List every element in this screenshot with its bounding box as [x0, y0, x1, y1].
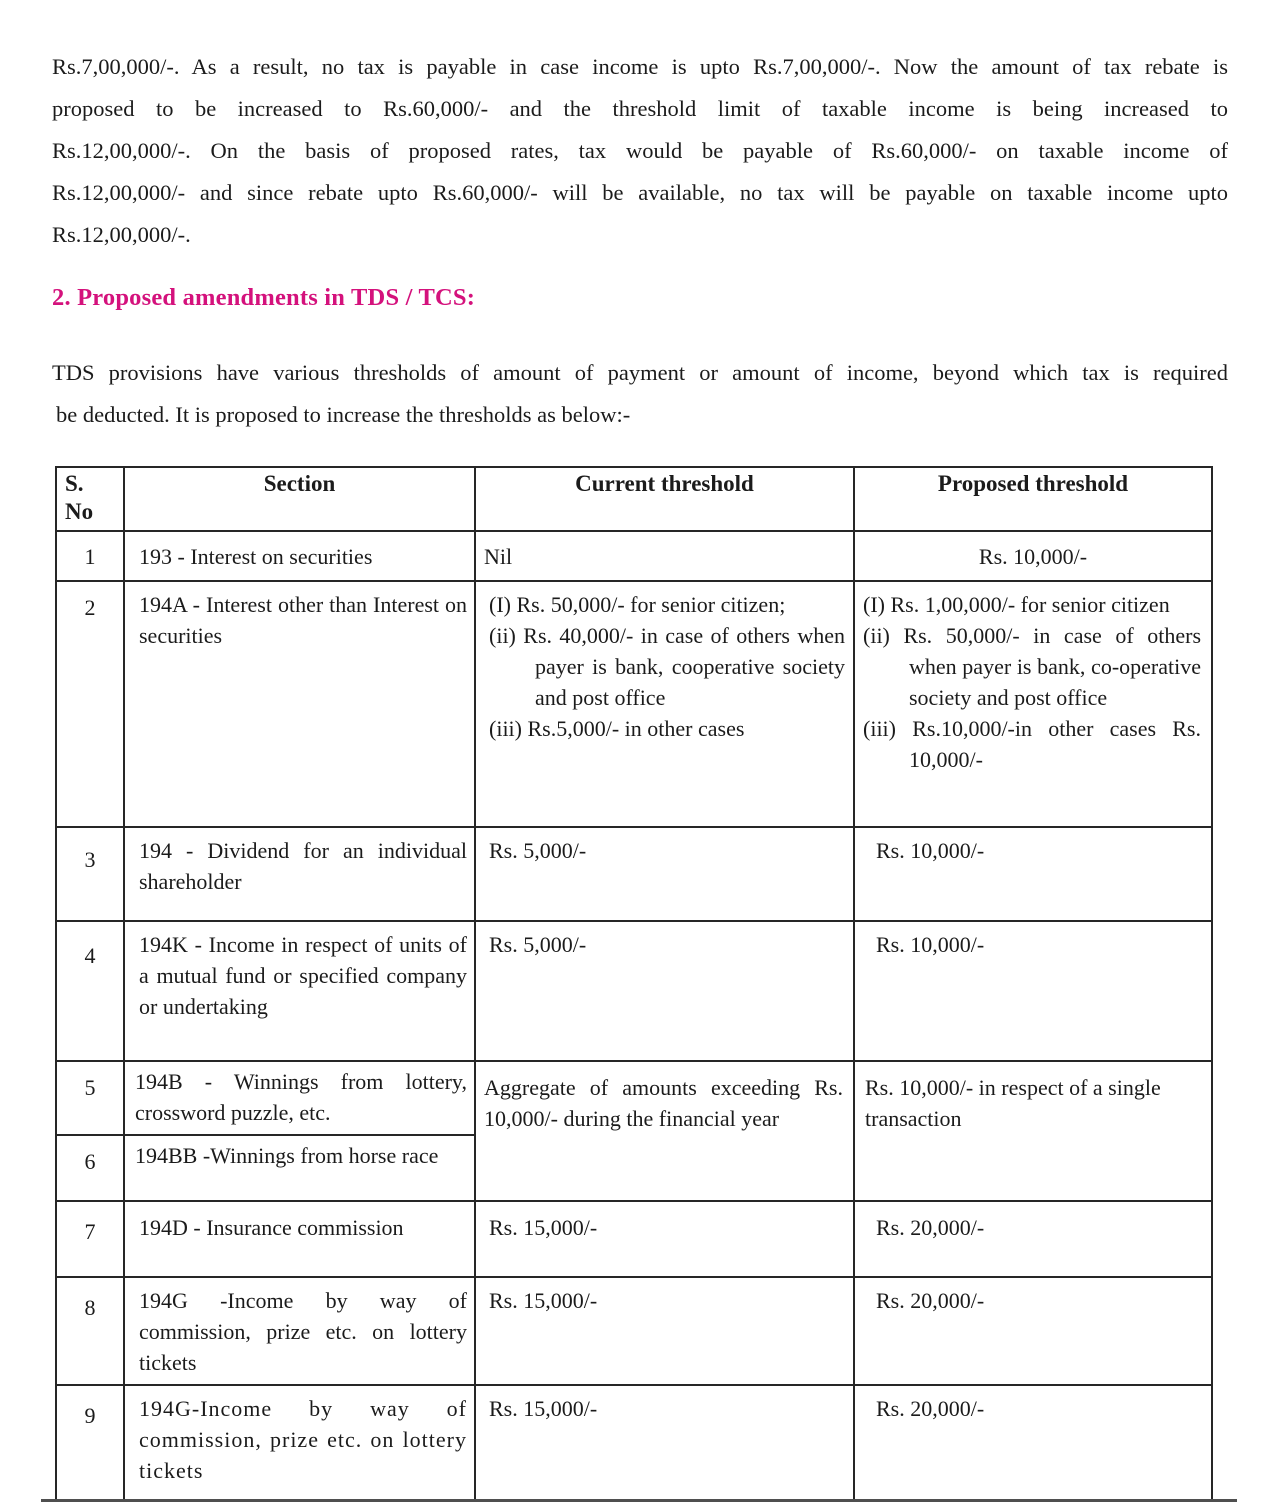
intro-paragraph — [52, 46, 1228, 256]
paragraph-line: Rs.12,00,000/-. — [52, 222, 191, 247]
proposed-threshold-cell-merged: Rs. 10,000/- in respect of a single transaction — [854, 1061, 1212, 1201]
paragraph-line: Rs.12,00,000/- and since rebate upto Rs.60,000/- will be available, no tax will be payable on taxable income upto — [52, 180, 1228, 205]
threshold-list-item: (I) Rs. 1,00,000/- for senior citizen — [863, 592, 1170, 617]
paragraph-line: Rs.7,00,000/-. As a result, no tax is payable in case income is upto Rs.7,00,000/-. Now the amount of tax rebate is — [52, 54, 1228, 79]
header-section: Section — [124, 467, 475, 531]
current-threshold-cell: Rs. 15,000/- — [475, 1277, 854, 1385]
section-cell: 194A - Interest other than Interest on securities — [124, 581, 475, 827]
table-row — [56, 827, 1212, 921]
header-sno — [56, 467, 124, 531]
section-cell: 194G-Income by way of commission, prize etc. on lottery tickets — [124, 1385, 475, 1501]
paragraph-line: be deducted. It is proposed to increase the thresholds as below:- — [56, 402, 631, 427]
paragraph-line: TDS provisions have various thresholds of amount of payment or amount of income, beyond which tax is required — [52, 360, 1228, 385]
tds-paragraph — [52, 352, 1228, 436]
sno-cell: 3 — [56, 827, 124, 921]
current-threshold-cell: Rs. 5,000/- — [475, 827, 854, 921]
threshold-list-item: (iii) Rs.5,000/- in other cases — [489, 716, 745, 741]
threshold-list-item: (ii) Rs. 40,000/- in case of others when payer is bank, cooperative society and post office — [489, 623, 845, 710]
sno-cell: 4 — [56, 921, 124, 1061]
table-row — [56, 1061, 1212, 1135]
section-cell: 194B - Winnings from lottery, crossword puzzle, etc. — [124, 1061, 475, 1135]
table-header-row — [56, 467, 1212, 531]
proposed-threshold-cell: Rs. 10,000/- — [854, 921, 1212, 1061]
proposed-threshold-cell: Rs. 10,000/- — [854, 531, 1212, 581]
header-proposed-threshold: Proposed threshold — [854, 467, 1212, 531]
paragraph-line: Rs.12,00,000/-. On the basis of proposed rates, tax would be payable of Rs.60,000/- on taxable income of — [52, 138, 1228, 163]
proposed-threshold-cell: Rs. 20,000/- — [854, 1201, 1212, 1277]
current-threshold-cell-merged: Aggregate of amounts exceeding Rs. 10,000/- during the financial year — [475, 1061, 854, 1201]
section-cell: 194K - Income in respect of units of a mutual fund or specified company or undertaking — [124, 921, 475, 1061]
table-row — [56, 1277, 1212, 1385]
section-cell: 193 - Interest on securities — [124, 531, 475, 581]
sno-cell: 7 — [56, 1201, 124, 1277]
sno-cell: 8 — [56, 1277, 124, 1385]
current-threshold-cell — [475, 581, 854, 827]
header-sno-line1: S. — [65, 471, 84, 496]
header-current-threshold: Current threshold — [475, 467, 854, 531]
sno-cell: 1 — [56, 531, 124, 581]
threshold-list-item: (ii) Rs. 50,000/- in case of others when payer is bank, co-operative society and post office — [863, 623, 1201, 710]
header-sno-line2: No — [65, 499, 94, 524]
section-cell: 194D - Insurance commission — [124, 1201, 475, 1277]
section-heading: 2. Proposed amendments in TDS / TCS: — [52, 284, 476, 311]
threshold-list-item: (I) Rs. 50,000/- for senior citizen; — [489, 592, 786, 617]
proposed-threshold-cell: Rs. 20,000/- — [854, 1277, 1212, 1385]
current-threshold-cell: Rs. 15,000/- — [475, 1201, 854, 1277]
proposed-threshold-cell: Rs. 20,000/- — [854, 1385, 1212, 1501]
sno-cell: 2 — [56, 581, 124, 827]
sno-cell: 9 — [56, 1385, 124, 1501]
table-row — [56, 921, 1212, 1061]
section-cell: 194 - Dividend for an individual shareholder — [124, 827, 475, 921]
current-threshold-cell: Rs. 5,000/- — [475, 921, 854, 1061]
table-row — [56, 1385, 1212, 1501]
threshold-list-item: (iii) Rs.10,000/-in other cases Rs. 10,000/- — [863, 716, 1201, 772]
proposed-threshold-cell — [854, 581, 1212, 827]
table-row — [56, 1201, 1212, 1277]
sno-cell: 5 — [56, 1061, 124, 1135]
paragraph-line: proposed to be increased to Rs.60,000/- and the threshold limit of taxable income is being increased to — [52, 96, 1228, 121]
table-row — [56, 581, 1212, 827]
current-threshold-cell: Rs. 15,000/- — [475, 1385, 854, 1501]
section-cell: 194BB -Winnings from horse race — [124, 1135, 475, 1201]
proposed-threshold-cell: Rs. 10,000/- — [854, 827, 1212, 921]
table-row — [56, 531, 1212, 581]
section-cell: 194G -Income by way of commission, prize etc. on lottery tickets — [124, 1277, 475, 1385]
sno-cell: 6 — [56, 1135, 124, 1201]
current-threshold-cell: Nil — [475, 531, 854, 581]
tds-threshold-table — [55, 466, 1213, 1502]
